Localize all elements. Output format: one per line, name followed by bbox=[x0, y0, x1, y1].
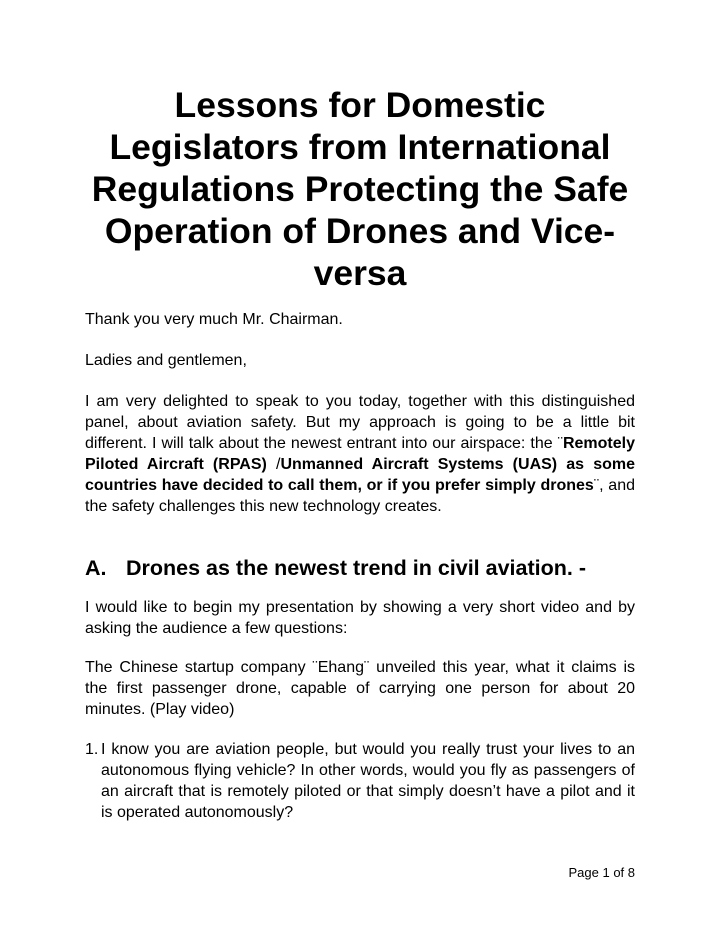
intro-text-2: / bbox=[266, 456, 281, 473]
intro-bold-uas: Unmanned Aircraft Systems (UAS) as some countries have decided to call them, or if you prefer simply drones bbox=[85, 456, 636, 494]
question-list bbox=[85, 739, 635, 823]
list-item-number: 1. bbox=[85, 741, 99, 758]
page-number: Page 1 of 8 bbox=[568, 865, 635, 880]
paragraph-begin: I would like to begin my presentation by showing a very short video and by asking the audience a few questions: bbox=[85, 599, 635, 637]
intro-text-3: ¨, and the safety challenges this new technology creates. bbox=[85, 477, 636, 515]
list-item-text: I know you are aviation people, but would you really trust your lives to an autonomous flying vehicle? In other words, would you fly as passengers of an aircraft that is remotely piloted or that simply doesn’t have a pilot and it is operated autonomously? bbox=[101, 741, 635, 821]
section-heading bbox=[85, 554, 645, 582]
paragraph-greeting: Ladies and gentlemen, bbox=[85, 352, 247, 369]
intro-text-1: I am very delighted to speak to you today, together with this distinguished panel, about aviation safety. But my approach is going to be a little bit different. I will talk about the newest entrant into our airspace: the ¨ bbox=[85, 393, 635, 452]
paragraph-thanks: Thank you very much Mr. Chairman. bbox=[85, 311, 343, 328]
list-item bbox=[85, 739, 635, 823]
section-letter: A. bbox=[85, 556, 107, 580]
paragraph-intro bbox=[85, 391, 635, 517]
paragraph-ehang: The Chinese startup company ¨Ehang¨ unveiled this year, what it claims is the first passenger drone, capable of carrying one person for about 20 minutes. (Play video) bbox=[85, 659, 635, 718]
intro-bold-rpas: Remotely Piloted Aircraft (RPAS) bbox=[85, 435, 635, 473]
section-heading-text: Drones as the newest trend in civil aviation. - bbox=[126, 556, 586, 580]
document-title: Lessons for Domestic Legislators from International Regulations Protecting the Safe Operation of Drones and Vice-versa bbox=[91, 85, 629, 293]
